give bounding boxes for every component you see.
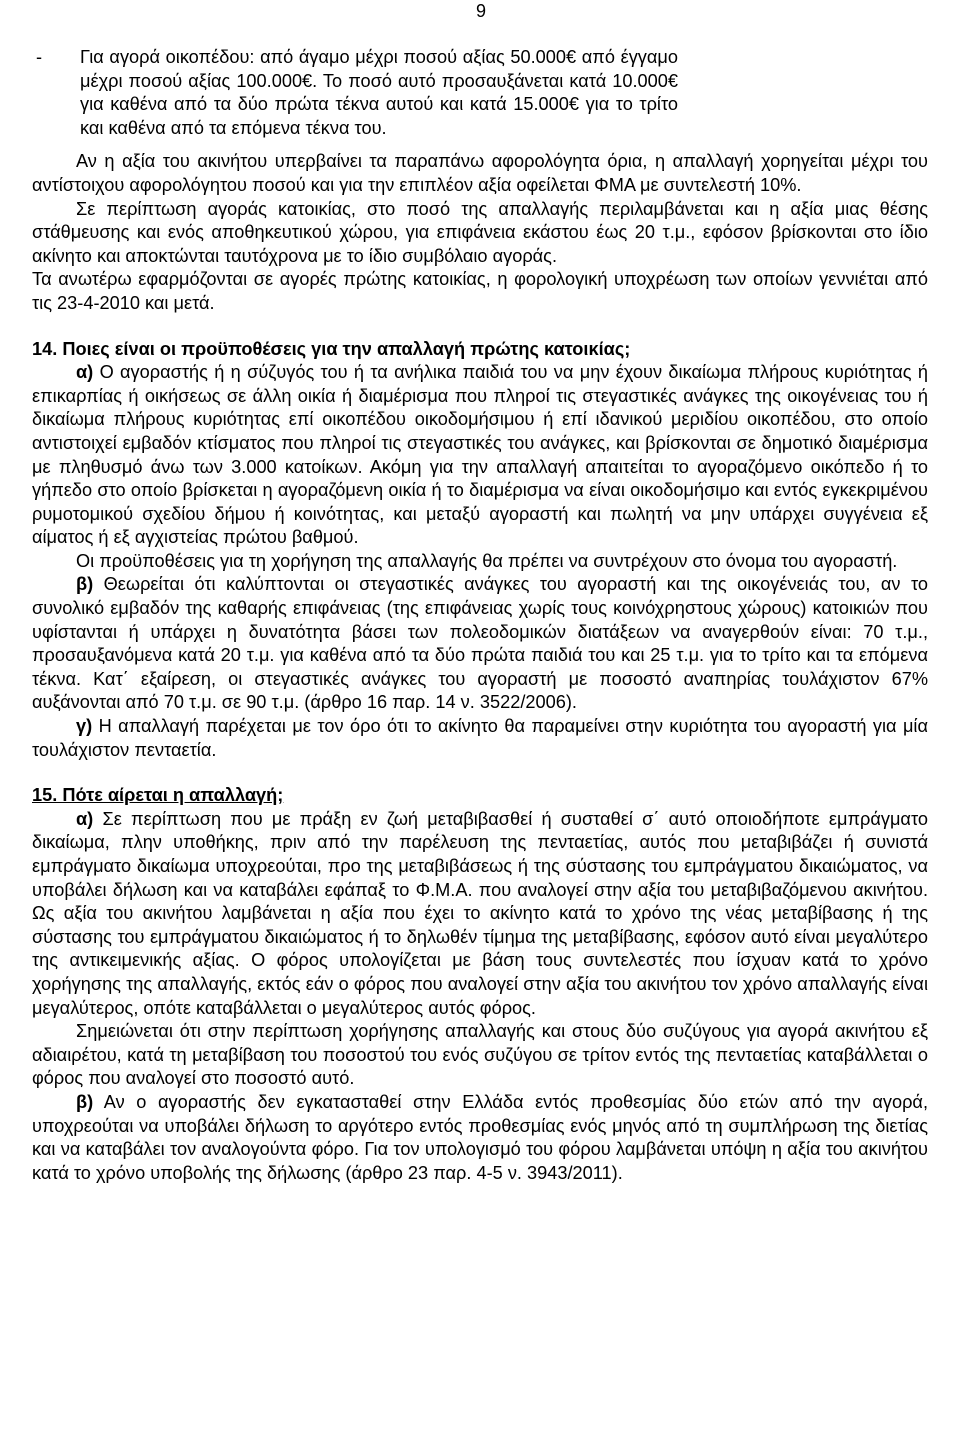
q14-a-label: α): [76, 362, 94, 383]
q15-paragraph-b: [32, 1091, 928, 1185]
page-number: 9: [475, 1, 486, 21]
q15-heading: 15. Πότε αίρεται η απαλλαγή;: [32, 785, 284, 806]
q14-b-text: Θεωρείται ότι καλύπτονται οι στεγαστικές ανάγκες του αγοραστή και της οικογένειάς του, αν το συνολικό εμβαδόν της καθαρής επιφάνειας (της επιφάνειας χωρίς τους κοινόχρηστους χώρους) κατοικιών που υφίστανται ή υπάρχει η δυνατότητα βάσει των πολεοδομικών διατάξεων να αναγερθούν είναι: 70 τ.μ., προσαυξανόμενα κατά 20 τ.μ. για καθένα από τα δύο πρώτα παιδιά του και 25 τ.μ. για το τρίτο και τα επόμενα τέκνα. Κατ΄ εξαίρεση, οι στεγαστικές ανάγκες του αγοραστή με ποσοστό αναπηρίας τουλάχιστον 67% αυξάνονται από 70 τ.μ. σε 90 τ.μ. (άρθρο 16 παρ. 14 ν. 3522/2006).: [32, 574, 928, 713]
bullet-text: Για αγορά οικοπέδου: από άγαμο μέχρι ποσού αξίας 50.000€ από έγγαμο μέχρι ποσού αξίας 100.000€. Το ποσό αυτό προσαυξάνεται κατά 10.000€ για καθένα από τα δύο πρώτα τέκνα αυτού και κατά 15.000€ για το τρίτο και καθένα από τα επόμενα τέκνα του.: [80, 47, 678, 138]
q14-paragraph-c: [32, 715, 928, 762]
bullet-item: [32, 46, 928, 140]
q14-paragraph-b: [32, 573, 928, 715]
q15-a-text: Σε περίπτωση που με πράξη εν ζωή μεταβιβασθεί ή συσταθεί σ΄ αυτό οποιοδήποτε εμπράγματο δικαίωμα, πλην υποθήκης, πριν από την παρέλευση της πενταετίας, αυτός που μεταβιβάζει ή συνιστά εμπράγματο δικαίωμα υποχρεούται, προ της μεταβιβάσεως ή της σύστασης του εμπράγματου δικαιώματος, να υποβάλει δήλωση και να καταβάλει εφάπαξ το Φ.Μ.Α. που αναλογεί στην αξία του μεταβιβαζόμενου ακινήτου. Ως αξία του ακινήτου λαμβάνεται η αξία που έχει το ακίνητο κατά το χρόνο της νέας μεταβίβασης ή της σύστασης του εμπράγματου δικαιώματος ή το δηλωθέν τίμημα της μεταβίβασης, εφόσον αυτό είναι μεγαλύτερο της αντικειμενικής αξίας. Ο φόρος υπολογίζεται με βάση τους συντελεστές που ίσχυαν κατά το χρόνο χορήγησης της απαλλαγής, εκτός εάν ο φόρος που αναλογεί στην αξία του ακινήτου τον χρόνο απαλλαγής είναι μεγαλύτερος, οπότε καταβάλλεται ο μεγαλύτερος αυτός φόρος.: [32, 808, 928, 1018]
q15-paragraph-a-extra: Σημειώνεται ότι στην περίπτωση χορήγησης απαλλαγής και στους δύο συζύγους για αγορά ακινήτου εξ αδιαιρέτου, κατά τη μεταβίβαση του ποσοστού του ενός συζύγου σε τρίτον εντός της πενταετίας καταβάλλεται ο φόρος που αναλογεί στο ποσοστό αυτό.: [32, 1021, 928, 1089]
intro-paragraph-2: Σε περίπτωση αγοράς κατοικίας, στο ποσό της απαλλαγής περιλαμβάνεται και η αξία μιας θέσης στάθμευσης και ενός αποθηκευτικού χώρου, για επιφάνεια εκάστου έως 20 τ.μ., εφόσον βρίσκονται στο ίδιο ακίνητο και αποκτώνται ταυτόχρονα με το ίδιο συμβόλαιο αγοράς.: [32, 198, 928, 266]
q15-b-text: Αν ο αγοραστής δεν εγκατασταθεί στην Ελλάδα εντός προθεσμίας δύο ετών από την αγορά, υποχρεούται να υποβάλει δήλωση το αργότερο εντός προθεσμίας ενός μηνός από τη συμπλήρωση της διετίας και να καταβάλει τον αναλογούντα φόρο. Για τον υπολογισμό του φόρου λαμβάνεται υπόψη η αξία του ακινήτου κατά το χρόνο υποβολής της δήλωσης (άρθρο 23 παρ. 4-5 ν. 3943/2011).: [32, 1091, 928, 1183]
q14-paragraph-a-extra: Οι προϋποθέσεις για τη χορήγηση της απαλλαγής θα πρέπει να συντρέχουν στο όνομα του αγοραστή.: [76, 550, 898, 571]
q14-heading: 14. Ποιες είναι οι προϋποθέσεις για την απαλλαγή πρώτης κατοικίας;: [32, 338, 631, 359]
intro-paragraph-3: Τα ανωτέρω εφαρμόζονται σε αγορές πρώτης κατοικίας, η φορολογική υποχρέωση των οποίων γεννιέται από τις 23-4-2010 και μετά.: [32, 269, 928, 313]
bullet-dash: -: [36, 47, 43, 67]
q14-b-label: β): [76, 574, 94, 595]
q15-paragraph-a: [32, 808, 928, 1020]
q15-b-label: β): [76, 1091, 94, 1112]
intro-paragraph-1: Αν η αξία του ακινήτου υπερβαίνει τα παραπάνω αφορολόγητα όρια, η απαλλαγή χορηγείται μέχρι του αντίστοιχου αφορολόγητου ποσού και για την επιπλέον αξία οφείλεται ΦΜΑ με συντελεστή 10%.: [32, 151, 928, 195]
q14-paragraph-a: [32, 361, 928, 550]
document-body: [32, 46, 928, 1185]
q15-a-label: α): [76, 808, 94, 829]
q14-c-text: Η απαλλαγή παρέχεται με τον όρο ότι το ακίνητο θα παραμείνει στην κυριότητα του αγοραστή για μία τουλάχιστον πενταετία.: [32, 716, 928, 760]
q14-c-label: γ): [76, 716, 93, 737]
q14-a-text: Ο αγοραστής ή η σύζυγός του ή τα ανήλικα παιδιά του να μην έχουν δικαίωμα πλήρους κυριότητας ή επικαρπίας ή οικήσεως σε άλλη οικία ή διαμέρισμα που πληροί τις στεγαστικές ανάγκες της οικογένειας του ή δικαίωμα πλήρους κυριότητας επί οικοπέδου οικοδομήσιμου ή επί ιδανικού μεριδίου οικοπέδου, στο οποίο αντιστοιχεί εμβαδόν κτίσματος που πληροί τις στεγαστικές του ανάγκες, και βρίσκονται σε δημοτικό διαμέρισμα με πληθυσμό άνω των 3.000 κατοίκων. Ακόμη για την απαλλαγή απαιτείται το αγοραζόμενο οικόπεδο ή το γήπεδο στο οποίο βρίσκεται η αγοραζόμενη οικία ή το διαμέρισμα να είναι οικοδομήσιμο και εντός εγκεκριμένου ρυμοτομικού σχεδίου δήμου ή κοινότητας, και μεταξύ αγοραστή και πωλητή να μην υπάρχει συγγένεια εξ αίματος ή εξ αγχιστείας πρώτου βαθμού.: [32, 362, 928, 548]
